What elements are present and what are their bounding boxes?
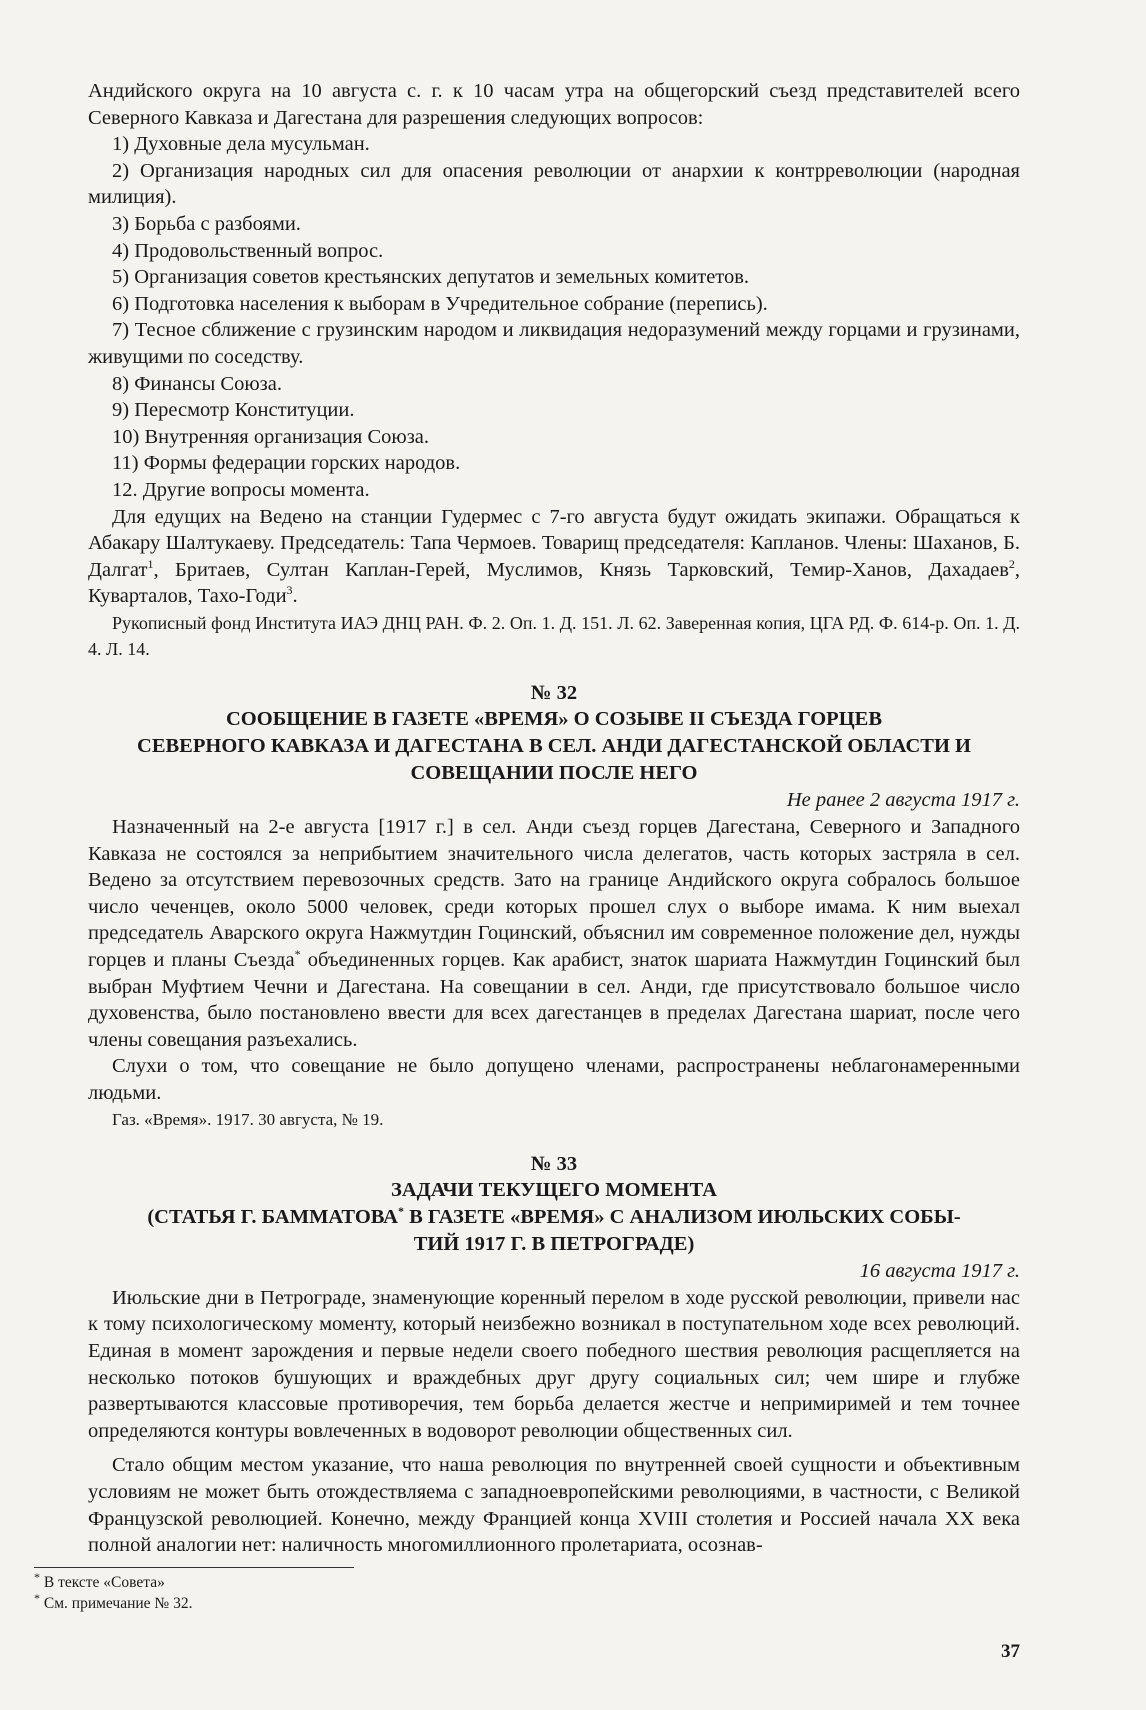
travel-paragraph [88,504,1020,610]
doc-32-text-a: Назначенный на 2-е августа [1917 г.] в сел. Анди съезд горцев Дагестана, Северного и Западного Кавказа не состоялся за неприбытием значительного числа делегатов, часть которых застряла в сел. Ведено за отсутствием перевозочных средств. Зато на границе Андийского округа собралось большое число чеченцев, около 5000 человек, среди которых прошел слух о выборе имама. К ним выехал председатель Аварского округа Нажмутдин Гоцинский, объяснил им современное положение дел, нужды горцев и планы Съезда [88,816,1020,972]
agenda-item-5: 5) Организация советов крестьянских депутатов и земельных комитетов. [112,266,750,289]
agenda-item-11: 11) Формы федерации горских народов. [112,452,461,475]
doc-33-title-line-2 [88,1204,1020,1231]
doc-33-number: № 33 [530,1152,578,1175]
travel-text-b: , Бритаев, Султан Каплан-Герей, Муслимов, Князь Тарковский, Темир-Ханов, Дахадаев [153,558,1009,581]
travel-text-d: . [292,585,298,608]
doc-32-paragraph-1 [88,814,1020,1053]
doc-32-title-line-3: СОВЕЩАНИИ ПОСЛЕ НЕГО [410,762,698,785]
travel-text-a: Для едущих на Ведено на станции Гудермес с 7-го августа будут ожидать экипажи. Обращаться к Абакару Шалтукаеву. Председатель: Тапа Чермоев. Товарищ председателя: Капланов. Члены: Шаханов, Б. Далгат [88,505,1020,581]
agenda-item-9: 9) Пересмотр Конституции. [112,399,355,422]
agenda-item-12: 12. Другие вопросы момента. [112,478,370,501]
page-number: 37 [1001,1641,1020,1662]
agenda-item-6: 6) Подготовка населения к выборам в Учредительное собрание (перепись). [112,292,768,315]
doc-32-number: № 32 [530,681,578,704]
agenda-item-2: 2) Организация народных сил для опасения революции от анархии к контрреволюции (народная милиция). [88,159,1020,209]
footnote-divider [34,1567,354,1568]
main-text [88,78,1020,1559]
footnote-1 [34,1569,192,1593]
doc-33-title-2b: В ГАЗЕТЕ «ВРЕМЯ» С АНАЛИЗОМ ИЮЛЬСКИХ СОБЫ- [403,1206,961,1229]
footnote-2 [34,1590,193,1614]
footnote-1-mark: * [34,1569,40,1584]
doc-32-text-b: объединенных горцев. Как арабист, знаток шариата Нажмутдин Гоцинский был выбран Муфтием Чечни и Дагестана. На совещании в сел. Анди, где присутствовало большое число духовенства, было постановлено ввести для всех дагестанцев в пределах Дагестана шариат, после чего члены совещания разъехались. [88,949,1020,1051]
doc-33-title-line-1: ЗАДАЧИ ТЕКУЩЕГО МОМЕНТА [391,1179,717,1202]
footnote-2-mark: * [34,1590,40,1605]
doc-33-paragraph-1: Июльские дни в Петрограде, знаменующие коренный перелом в ходе русской революции, привели нас к тому психологическому моменту, который неизбежно возникал в поступательном ходе всех революций. Единая в момент зарождения и первые недели своего победного шествия революция расщепляется на несколько потоков бушующих и враждебных друг другу социальных сил; чем шире и глубже развертываются классовые противоречия, тем борьба делается жестче и непримиримей и тем точнее определяются контуры вовлеченных в водоворот революции общественных сил. [88,1286,1020,1442]
agenda-item-3: 3) Борьба с разбоями. [112,212,301,235]
doc-33-date: 16 августа 1917 г. [859,1260,1020,1283]
footnotes [34,1569,193,1614]
footnote-ref-3: 3 [286,583,293,598]
doc-32-paragraph-2: Слухи о том, что совещание не было допущено членами, распространены неблагонамеренными людьми. [88,1055,1020,1104]
travel-text-c: , Куварталов, Тахо-Годи [88,558,1020,608]
doc-33-title-line-3: ТИЙ 1917 Г. В ПЕТРОГРАДЕ) [413,1233,695,1256]
doc-32-title-line-1: СООБЩЕНИЕ В ГАЗЕТЕ «ВРЕМЯ» О СОЗЫВЕ II СЪЕЗДА ГОРЦЕВ [226,708,882,731]
agenda-item-4: 4) Продовольственный вопрос. [112,239,384,262]
intro-paragraph: Андийского округа на 10 августа с. г. к 10 часам утра на общегорский съезд представителей всего Северного Кавказа и Дагестана для разрешения следующих вопросов: [88,80,1020,129]
title-star-ref: * [397,1204,404,1219]
agenda-item-10: 10) Внутренняя организация Союза. [112,425,430,448]
doc-32-source: Газ. «Время». 1917. 30 августа, № 19. [112,1109,384,1129]
agenda-item-8: 8) Финансы Союза. [112,372,282,395]
doc-33-title-2a: (СТАТЬЯ Г. БАММАТОВА [147,1206,398,1229]
doc-33-paragraph-2: Стало общим местом указание, что наша революция по внутренней своей сущности и объективным условиям не может быть отождествляема с западноевропейскими революциями, в частности, с Великой Французской революцией. Конечно, между Францией конца XVIII столетия и Россией начала XX века полной аналогии нет: наличность многомиллионного пролетариата, осознав- [88,1454,1020,1557]
doc-32-date: Не ранее 2 августа 1917 г. [786,789,1020,812]
footnote-ref-2: 2 [1008,556,1015,571]
footnote-ref-1: 1 [147,556,154,571]
archive-source: Рукописный фонд Института ИАЭ ДНЦ РАН. Ф. 2. Оп. 1. Д. 151. Л. 62. Заверенная копия, ЦГА РД. Ф. 614-р. Оп. 1. Д. 4. Л. 14. [88,612,1020,659]
doc-32-title-line-2: СЕВЕРНОГО КАВКАЗА И ДАГЕСТАНА В СЕЛ. АНДИ ДАГЕСТАНСКОЙ ОБЛАСТИ И [137,735,971,758]
footnote-1-text: В тексте «Совета» [40,1574,165,1591]
footnote-star-ref: * [294,947,301,962]
footnote-2-text: См. примечание № 32. [40,1595,193,1612]
agenda-item-7: 7) Тесное сближение с грузинским народом и ликвидация недоразумений между горцами и грузинами, живущими по соседству. [88,319,1020,368]
agenda-item-1: 1) Духовные дела мусульман. [112,133,370,156]
